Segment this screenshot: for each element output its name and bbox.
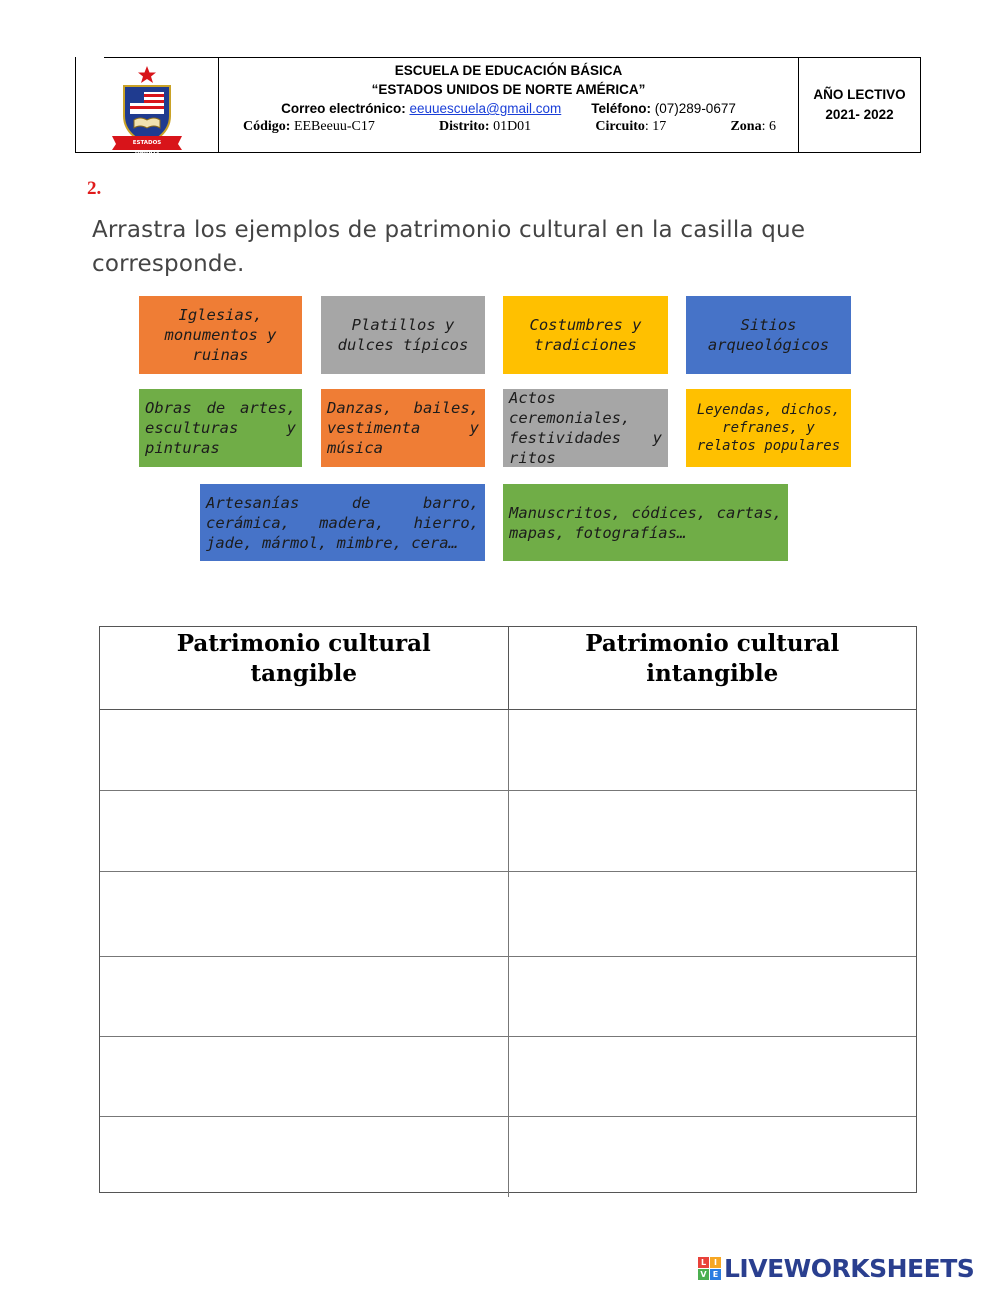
contact-row: Correo electrónico: eeuuescuela@gmail.com Teléfono: (07)289-0677 xyxy=(281,101,736,116)
logo-banner-text: ESTADOS UNIDOS xyxy=(132,140,162,156)
drop-cell-tangible[interactable] xyxy=(100,710,509,790)
drag-card-obras[interactable] xyxy=(139,389,302,467)
phone-label: Teléfono: xyxy=(591,101,652,116)
school-name-line1: ESCUELA DE EDUCACIÓN BÁSICA xyxy=(394,63,623,78)
drop-cell-intangible[interactable] xyxy=(509,710,917,790)
exercise-instruction: Arrastra los ejemplos de patrimonio cultural en la casilla que corresponde. xyxy=(92,217,806,277)
drag-card-label: Artesanías de barro, cerámica, madera, hierro, jade, mármol, mimbre, cera… xyxy=(206,493,479,552)
table-row xyxy=(100,791,916,872)
email-label: Correo electrónico xyxy=(281,101,402,116)
exercise-number: 2. xyxy=(87,178,102,199)
header-intangible: Patrimonio cultural intangible xyxy=(585,630,840,687)
zone-label: Zona xyxy=(730,119,762,134)
code-label: Código: xyxy=(243,119,291,134)
liveworksheets-brand[interactable] xyxy=(698,1254,974,1283)
logo-cell xyxy=(76,58,219,156)
brand-logo-icon: L I V E xyxy=(698,1257,721,1280)
drop-cell-tangible[interactable] xyxy=(100,872,509,956)
table-row xyxy=(100,1117,916,1197)
circuit-label: Circuito xyxy=(595,119,645,134)
drop-cell-intangible[interactable] xyxy=(509,1117,917,1197)
drag-card-label: Manuscritos, códices, cartas, mapas, fotografías… xyxy=(509,503,782,542)
table-row xyxy=(100,1037,916,1117)
drag-card-sitios[interactable] xyxy=(686,296,851,374)
drag-card-label: Iglesias, monumentos y ruinas xyxy=(164,306,277,364)
year-value: 2021- 2022 xyxy=(825,107,894,122)
drag-card-label: Leyendas, dichos, refranes, y relatos populares xyxy=(696,402,841,454)
drag-card-label: Sitios arqueológicos xyxy=(707,316,830,354)
header-tangible: Patrimonio cultural tangible xyxy=(100,627,509,709)
drag-card-label: Danzas, bailes, vestimenta y música xyxy=(327,399,479,457)
table-header xyxy=(100,627,916,710)
classification-table xyxy=(99,626,917,1193)
drag-card-actos[interactable] xyxy=(503,389,668,467)
drag-card-manuscritos[interactable] xyxy=(503,484,788,561)
drag-card-leyendas[interactable] xyxy=(686,389,851,467)
drop-cell-tangible[interactable] xyxy=(100,1037,509,1116)
school-header xyxy=(75,57,921,156)
district-label: Distrito: xyxy=(439,119,490,134)
drag-card-label: Obras de artes, esculturas y pinturas xyxy=(145,399,296,457)
codes-row: Código: EEBeeuu-C17 Distrito: 01D01 Circuito: 17 Zona: 6 xyxy=(243,119,776,134)
code-value: EEBeeuu-C17 xyxy=(293,119,375,134)
brand-text: LIVEWORKSHEETS xyxy=(724,1254,975,1283)
drag-card-platillos[interactable] xyxy=(321,296,485,374)
drop-cell-intangible[interactable] xyxy=(509,791,917,871)
drag-card-costumbres[interactable] xyxy=(503,296,668,374)
circuit-value: 17 xyxy=(652,119,667,134)
table-row xyxy=(100,710,916,791)
drop-cell-tangible[interactable] xyxy=(100,791,509,871)
school-year xyxy=(799,58,920,152)
phone-value: (07)289-0677 xyxy=(654,101,736,116)
year-label: AÑO LECTIVO xyxy=(813,87,906,102)
drop-cell-intangible[interactable] xyxy=(509,1037,917,1116)
drag-card-danzas[interactable] xyxy=(321,389,485,467)
drop-cell-tangible[interactable] xyxy=(100,1117,509,1197)
drag-card-artesanias[interactable] xyxy=(200,484,485,561)
drag-card-label: Costumbres y tradiciones xyxy=(529,316,642,354)
drag-card-iglesias[interactable] xyxy=(139,296,302,374)
drop-cell-intangible[interactable] xyxy=(509,957,917,1036)
table-row xyxy=(100,872,916,957)
drag-card-label: Actos ceremoniales, festividades y ritos xyxy=(509,389,662,467)
table-row xyxy=(100,957,916,1037)
drop-cell-tangible[interactable] xyxy=(100,957,509,1036)
email-link[interactable]: eeuuescuela@gmail.com xyxy=(409,101,562,116)
zone-value: 6 xyxy=(768,119,776,134)
drop-cell-intangible[interactable] xyxy=(509,872,917,956)
drag-card-label: Platillos y dulces típicos xyxy=(337,316,469,354)
district-value: 01D01 xyxy=(493,119,532,134)
school-name-line2: “ESTADOS UNIDOS DE NORTE AMÉRICA” xyxy=(371,82,646,97)
school-info xyxy=(219,58,799,152)
